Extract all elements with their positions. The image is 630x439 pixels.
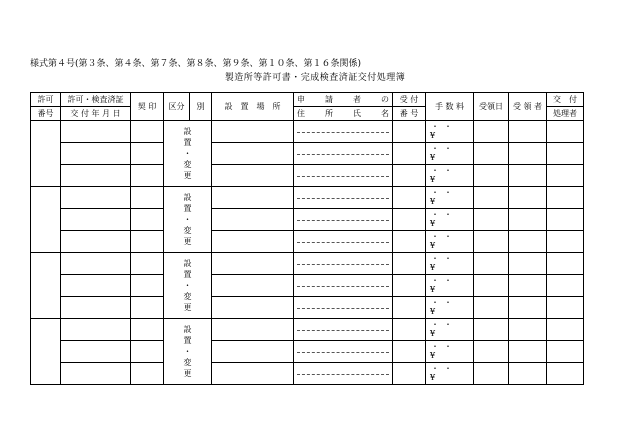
fee-cell[interactable] (426, 187, 474, 209)
yen-sign: ¥ (430, 307, 436, 316)
permit-number-cell[interactable] (31, 253, 61, 319)
fee-dots: ・・ (431, 188, 457, 197)
kubun-char: 変 (183, 358, 192, 367)
yen-sign: ¥ (430, 373, 436, 382)
permit-date-cell[interactable] (61, 297, 131, 319)
header-receiver: 受 領 者 (509, 93, 547, 121)
yen-sign: ¥ (430, 219, 436, 228)
handler-cell[interactable] (547, 209, 584, 231)
header-betsu: 別 (190, 93, 212, 121)
kubun-char: 更 (183, 237, 192, 246)
handler-cell[interactable] (547, 253, 584, 275)
header-applicant-2: 住 所 氏 名 (294, 107, 393, 121)
receive-date-cell[interactable] (474, 363, 509, 385)
receipt-number-cell[interactable] (393, 253, 426, 275)
yen-sign: ¥ (430, 197, 436, 206)
permit-date-cell[interactable] (61, 341, 131, 363)
fee-cell[interactable] (426, 341, 474, 363)
fee-cell[interactable] (426, 231, 474, 253)
receipt-number-cell[interactable] (393, 275, 426, 297)
yen-sign: ¥ (430, 131, 436, 140)
dashed-divider (297, 198, 389, 199)
applicant-cell[interactable] (294, 253, 393, 275)
fee-dots: ・・ (431, 276, 457, 285)
location-cell[interactable] (212, 143, 294, 165)
receipt-number-cell[interactable] (393, 209, 426, 231)
applicant-cell[interactable] (294, 187, 393, 209)
receiver-cell[interactable] (509, 165, 547, 187)
location-cell[interactable] (212, 187, 294, 209)
receive-date-cell[interactable] (474, 341, 509, 363)
permit-date-cell[interactable] (61, 319, 131, 341)
fee-dots: ・・ (431, 342, 457, 351)
table-row (31, 253, 584, 275)
receive-date-cell[interactable] (474, 319, 509, 341)
receipt-number-cell[interactable] (393, 297, 426, 319)
kubun-char: 設 (183, 127, 192, 136)
receiver-cell[interactable] (509, 341, 547, 363)
table-row (31, 187, 584, 209)
fee-dots: ・・ (431, 210, 457, 219)
applicant-cell[interactable] (294, 165, 393, 187)
table-row (31, 165, 584, 187)
location-cell[interactable] (212, 319, 294, 341)
location-cell[interactable] (212, 121, 294, 143)
applicant-cell[interactable] (294, 319, 393, 341)
table-row (31, 319, 584, 341)
applicant-cell[interactable] (294, 341, 393, 363)
receive-date-cell[interactable] (474, 143, 509, 165)
location-cell[interactable] (212, 209, 294, 231)
fee-cell[interactable] (426, 165, 474, 187)
header-contract-seal: 契 印 (131, 93, 164, 121)
applicant-cell[interactable] (294, 143, 393, 165)
fee-dots: ・・ (431, 364, 457, 373)
dashed-divider (297, 286, 389, 287)
permit-date-cell[interactable] (61, 363, 131, 385)
ledger-body (31, 121, 584, 385)
dashed-divider (297, 330, 389, 331)
fee-dots: ・・ (431, 144, 457, 153)
location-cell[interactable] (212, 253, 294, 275)
header-permit-date: 許可・検査済証 (61, 93, 131, 107)
kubun-cell (164, 253, 212, 319)
permit-date-cell[interactable] (61, 275, 131, 297)
applicant-cell[interactable] (294, 209, 393, 231)
contract-seal-cell[interactable] (131, 363, 164, 385)
kubun-char: 設 (183, 259, 192, 268)
receipt-number-cell[interactable] (393, 121, 426, 143)
yen-sign: ¥ (430, 153, 436, 162)
receive-date-cell[interactable] (474, 187, 509, 209)
dashed-divider (297, 132, 389, 133)
handler-cell[interactable] (547, 363, 584, 385)
permit-date-cell[interactable] (61, 253, 131, 275)
dashed-divider (297, 308, 389, 309)
fee-dots: ・・ (431, 122, 457, 131)
ledger-table (30, 92, 584, 385)
receiver-cell[interactable] (509, 319, 547, 341)
dashed-divider (297, 176, 389, 177)
kubun-cell (164, 319, 212, 385)
receipt-number-cell[interactable] (393, 187, 426, 209)
kubun-cell (164, 121, 212, 187)
receiver-cell[interactable] (509, 209, 547, 231)
handler-cell[interactable] (547, 297, 584, 319)
contract-seal-cell[interactable] (131, 231, 164, 253)
applicant-cell[interactable] (294, 231, 393, 253)
receipt-number-cell[interactable] (393, 363, 426, 385)
contract-seal-cell[interactable] (131, 319, 164, 341)
header-handler-2: 処理者 (547, 107, 584, 121)
contract-seal-cell[interactable] (131, 341, 164, 363)
contract-seal-cell[interactable] (131, 253, 164, 275)
contract-seal-cell[interactable] (131, 275, 164, 297)
receive-date-cell[interactable] (474, 231, 509, 253)
location-cell[interactable] (212, 297, 294, 319)
kubun-cell (164, 187, 212, 253)
fee-cell[interactable] (426, 209, 474, 231)
table-row (31, 275, 584, 297)
permit-date-cell[interactable] (61, 165, 131, 187)
handler-cell[interactable] (547, 121, 584, 143)
table-row (31, 143, 584, 165)
kubun-char: ・ (183, 347, 192, 356)
kubun-char: 置 (183, 270, 192, 279)
fee-dots: ・・ (431, 166, 457, 175)
kubun-char: 置 (183, 204, 192, 213)
fee-cell[interactable] (426, 275, 474, 297)
table-row (31, 297, 584, 319)
permit-date-cell[interactable] (61, 231, 131, 253)
receipt-number-cell[interactable] (393, 341, 426, 363)
dashed-divider (297, 352, 389, 353)
receiver-cell[interactable] (509, 121, 547, 143)
table-row (31, 341, 584, 363)
header-handler: 交 付 (547, 93, 584, 107)
kubun-char: ・ (183, 215, 192, 224)
dashed-divider (297, 374, 389, 375)
receive-date-cell[interactable] (474, 209, 509, 231)
fee-cell[interactable] (426, 297, 474, 319)
handler-cell[interactable] (547, 143, 584, 165)
form-title: 製造所等許可書・完成検査済証交付処理簿 (224, 73, 406, 83)
header-receipt-no: 受 付 (393, 93, 426, 107)
permit-date-cell[interactable] (61, 121, 131, 143)
dashed-divider (297, 242, 389, 243)
location-cell[interactable] (212, 231, 294, 253)
yen-sign: ¥ (430, 175, 436, 184)
receive-date-cell[interactable] (474, 275, 509, 297)
kubun-char: 設 (183, 325, 192, 334)
handler-cell[interactable] (547, 319, 584, 341)
handler-cell[interactable] (547, 341, 584, 363)
kubun-char: ・ (183, 281, 192, 290)
header-permit-no-2: 番号 (31, 107, 61, 121)
dashed-divider (297, 154, 389, 155)
receiver-cell[interactable] (509, 231, 547, 253)
kubun-char: 更 (183, 303, 192, 312)
dashed-divider (297, 264, 389, 265)
fee-dots: ・・ (431, 320, 457, 329)
table-row (31, 209, 584, 231)
dashed-divider (297, 220, 389, 221)
contract-seal-cell[interactable] (131, 187, 164, 209)
kubun-char: 置 (183, 336, 192, 345)
fee-dots: ・・ (431, 254, 457, 263)
kubun-char: 更 (183, 171, 192, 180)
receiver-cell[interactable] (509, 275, 547, 297)
fee-dots: ・・ (431, 232, 457, 241)
header-location: 設 置 場 所 (212, 93, 294, 121)
permit-date-cell[interactable] (61, 187, 131, 209)
contract-seal-cell[interactable] (131, 143, 164, 165)
kubun-char: 更 (183, 369, 192, 378)
receipt-number-cell[interactable] (393, 319, 426, 341)
applicant-cell[interactable] (294, 363, 393, 385)
table-row (31, 231, 584, 253)
fee-cell[interactable] (426, 143, 474, 165)
contract-seal-cell[interactable] (131, 209, 164, 231)
header-receipt-no-2: 番 号 (393, 107, 426, 121)
yen-sign: ¥ (430, 285, 436, 294)
fee-dots: ・・ (431, 298, 457, 307)
applicant-cell[interactable] (294, 121, 393, 143)
permit-number-cell[interactable] (31, 187, 61, 253)
fee-cell[interactable] (426, 319, 474, 341)
handler-cell[interactable] (547, 165, 584, 187)
kubun-char: 設 (183, 193, 192, 202)
contract-seal-cell[interactable] (131, 121, 164, 143)
kubun-char: 変 (183, 160, 192, 169)
yen-sign: ¥ (430, 329, 436, 338)
table-row (31, 363, 584, 385)
receive-date-cell[interactable] (474, 297, 509, 319)
header-kubun: 区分 (164, 93, 190, 121)
yen-sign: ¥ (430, 263, 436, 272)
receipt-number-cell[interactable] (393, 231, 426, 253)
location-cell[interactable] (212, 363, 294, 385)
table-row (31, 121, 584, 143)
header-permit-no: 許可 (31, 93, 61, 107)
receipt-number-cell[interactable] (393, 143, 426, 165)
handler-cell[interactable] (547, 231, 584, 253)
location-cell[interactable] (212, 341, 294, 363)
receiver-cell[interactable] (509, 363, 547, 385)
permit-number-cell[interactable] (31, 319, 61, 385)
contract-seal-cell[interactable] (131, 297, 164, 319)
receipt-number-cell[interactable] (393, 165, 426, 187)
permit-number-cell[interactable] (31, 121, 61, 187)
receiver-cell[interactable] (509, 253, 547, 275)
fee-cell[interactable] (426, 121, 474, 143)
fee-cell[interactable] (426, 363, 474, 385)
header-receive-date: 受領日 (474, 93, 509, 121)
receive-date-cell[interactable] (474, 253, 509, 275)
permit-date-cell[interactable] (61, 209, 131, 231)
receiver-cell[interactable] (509, 187, 547, 209)
kubun-char: 変 (183, 226, 192, 235)
permit-date-cell[interactable] (61, 143, 131, 165)
kubun-char: ・ (183, 149, 192, 158)
header-applicant-1: 申 請 者 の (294, 93, 393, 107)
applicant-cell[interactable] (294, 297, 393, 319)
location-cell[interactable] (212, 165, 294, 187)
yen-sign: ¥ (430, 351, 436, 360)
header-fee: 手 数 料 (426, 93, 474, 121)
handler-cell[interactable] (547, 275, 584, 297)
kubun-char: 変 (183, 292, 192, 301)
handler-cell[interactable] (547, 187, 584, 209)
kubun-char: 置 (183, 138, 192, 147)
yen-sign: ¥ (430, 241, 436, 250)
receive-date-cell[interactable] (474, 121, 509, 143)
location-cell[interactable] (212, 275, 294, 297)
receive-date-cell[interactable] (474, 165, 509, 187)
receiver-cell[interactable] (509, 143, 547, 165)
receiver-cell[interactable] (509, 297, 547, 319)
fee-cell[interactable] (426, 253, 474, 275)
form-number: 様式第４号(第３条、第４条、第７条、第８条、第９条、第１０条、第１６条関係) (30, 59, 362, 69)
contract-seal-cell[interactable] (131, 165, 164, 187)
header-permit-date-2: 交 付 年 月 日 (61, 107, 131, 121)
applicant-cell[interactable] (294, 275, 393, 297)
